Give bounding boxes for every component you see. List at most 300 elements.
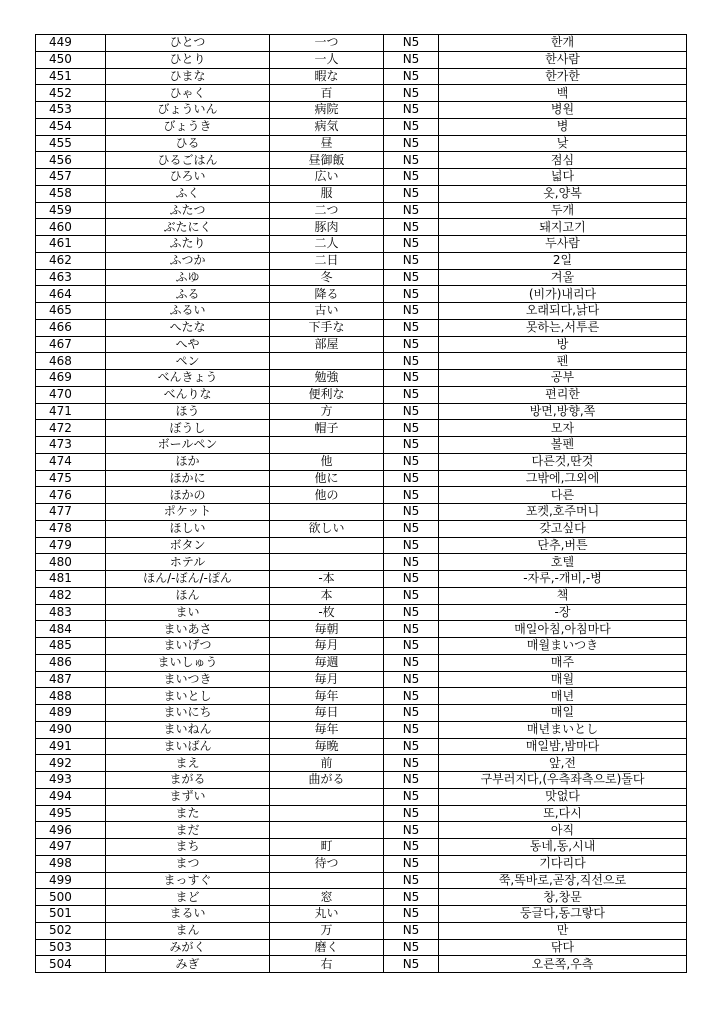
meaning-cell: 넓다 xyxy=(439,169,687,186)
kana-cell: まずい xyxy=(106,788,270,805)
level-cell: N5 xyxy=(384,68,439,85)
level-cell: N5 xyxy=(384,118,439,135)
table-row xyxy=(36,839,687,856)
meaning-cell: 매월まいつき xyxy=(439,638,687,655)
kana-cell: まど xyxy=(106,889,270,906)
meaning-cell: 맛없다 xyxy=(439,788,687,805)
table-row xyxy=(36,185,687,202)
kana-cell: ぼうし xyxy=(106,420,270,437)
kanji-cell: 下手な xyxy=(270,319,384,336)
meaning-cell: 돼지고기 xyxy=(439,219,687,236)
row-number-cell: 497 xyxy=(36,839,106,856)
level-cell: N5 xyxy=(384,437,439,454)
kana-cell: ほう xyxy=(106,403,270,420)
kanji-cell: 一人 xyxy=(270,51,384,68)
row-number-cell: 451 xyxy=(36,68,106,85)
kana-cell: ほん/-ぼん/-ぽん xyxy=(106,571,270,588)
level-cell: N5 xyxy=(384,621,439,638)
kanji-cell: 古い xyxy=(270,303,384,320)
level-cell: N5 xyxy=(384,35,439,52)
row-number-cell: 488 xyxy=(36,688,106,705)
kanji-cell: 広い xyxy=(270,169,384,186)
kanji-cell: 降る xyxy=(270,286,384,303)
table-row xyxy=(36,855,687,872)
kanji-cell: 他に xyxy=(270,470,384,487)
table-row xyxy=(36,219,687,236)
row-number-cell: 468 xyxy=(36,353,106,370)
meaning-cell: 다른 xyxy=(439,487,687,504)
meaning-cell: 못하는,서투른 xyxy=(439,319,687,336)
kana-cell: ふつか xyxy=(106,252,270,269)
row-number-cell: 494 xyxy=(36,788,106,805)
level-cell: N5 xyxy=(384,386,439,403)
kanji-cell: 豚肉 xyxy=(270,219,384,236)
kana-cell: また xyxy=(106,805,270,822)
table-row xyxy=(36,135,687,152)
level-cell: N5 xyxy=(384,671,439,688)
row-number-cell: 476 xyxy=(36,487,106,504)
table-row xyxy=(36,85,687,102)
meaning-cell: -장 xyxy=(439,604,687,621)
meaning-cell: 매일 xyxy=(439,705,687,722)
kana-cell: ほん xyxy=(106,587,270,604)
table-row xyxy=(36,738,687,755)
row-number-cell: 466 xyxy=(36,319,106,336)
level-cell: N5 xyxy=(384,152,439,169)
table-row xyxy=(36,889,687,906)
row-number-cell: 457 xyxy=(36,169,106,186)
row-number-cell: 498 xyxy=(36,855,106,872)
row-number-cell: 478 xyxy=(36,520,106,537)
table-row xyxy=(36,705,687,722)
table-row xyxy=(36,286,687,303)
row-number-cell: 489 xyxy=(36,705,106,722)
meaning-cell: 병 xyxy=(439,118,687,135)
row-number-cell: 471 xyxy=(36,403,106,420)
meaning-cell: 병원 xyxy=(439,102,687,119)
meaning-cell: 2일 xyxy=(439,252,687,269)
table-row xyxy=(36,35,687,52)
table-row xyxy=(36,353,687,370)
table-row xyxy=(36,102,687,119)
kanji-cell: 病気 xyxy=(270,118,384,135)
level-cell: N5 xyxy=(384,169,439,186)
row-number-cell: 502 xyxy=(36,922,106,939)
kana-cell: まだ xyxy=(106,822,270,839)
meaning-cell: (비가)내리다 xyxy=(439,286,687,303)
table-row xyxy=(36,956,687,973)
kanji-cell: 一つ xyxy=(270,35,384,52)
kanji-cell: 方 xyxy=(270,403,384,420)
row-number-cell: 465 xyxy=(36,303,106,320)
meaning-cell: 닦다 xyxy=(439,939,687,956)
meaning-cell: 기다리다 xyxy=(439,855,687,872)
meaning-cell: 다른것,딴것 xyxy=(439,453,687,470)
kana-cell: みぎ xyxy=(106,956,270,973)
kanji-cell: 二人 xyxy=(270,236,384,253)
kanji-cell: 毎日 xyxy=(270,705,384,722)
row-number-cell: 492 xyxy=(36,755,106,772)
kana-cell: まっすぐ xyxy=(106,872,270,889)
meaning-cell: 호텔 xyxy=(439,554,687,571)
meaning-cell: 볼펜 xyxy=(439,437,687,454)
kanji-cell: 服 xyxy=(270,185,384,202)
level-cell: N5 xyxy=(384,889,439,906)
kanji-cell: 曲がる xyxy=(270,772,384,789)
kana-cell: びょういん xyxy=(106,102,270,119)
level-cell: N5 xyxy=(384,470,439,487)
kanji-cell xyxy=(270,822,384,839)
table-row xyxy=(36,303,687,320)
level-cell: N5 xyxy=(384,956,439,973)
kanji-cell xyxy=(270,805,384,822)
row-number-cell: 481 xyxy=(36,571,106,588)
kanji-cell xyxy=(270,353,384,370)
meaning-cell: 공부 xyxy=(439,370,687,387)
row-number-cell: 450 xyxy=(36,51,106,68)
kanji-cell: 本 xyxy=(270,587,384,604)
kana-cell: ふたつ xyxy=(106,202,270,219)
row-number-cell: 480 xyxy=(36,554,106,571)
row-number-cell: 504 xyxy=(36,956,106,973)
table-row xyxy=(36,236,687,253)
kanji-cell xyxy=(270,437,384,454)
level-cell: N5 xyxy=(384,688,439,705)
row-number-cell: 458 xyxy=(36,185,106,202)
level-cell: N5 xyxy=(384,855,439,872)
kana-cell: まえ xyxy=(106,755,270,772)
kanji-cell: 右 xyxy=(270,956,384,973)
row-number-cell: 477 xyxy=(36,504,106,521)
kanji-cell xyxy=(270,788,384,805)
kanji-cell: 欲しい xyxy=(270,520,384,537)
kanji-cell xyxy=(270,554,384,571)
meaning-cell: 매주 xyxy=(439,654,687,671)
kanji-cell: 磨く xyxy=(270,939,384,956)
level-cell: N5 xyxy=(384,102,439,119)
meaning-cell: 한사람 xyxy=(439,51,687,68)
meaning-cell: 백 xyxy=(439,85,687,102)
level-cell: N5 xyxy=(384,604,439,621)
level-cell: N5 xyxy=(384,202,439,219)
table-row xyxy=(36,487,687,504)
kanji-cell: 二日 xyxy=(270,252,384,269)
table-row xyxy=(36,755,687,772)
kana-cell: ひゃく xyxy=(106,85,270,102)
kana-cell: ボールペン xyxy=(106,437,270,454)
kana-cell: まい xyxy=(106,604,270,621)
table-row xyxy=(36,537,687,554)
level-cell: N5 xyxy=(384,906,439,923)
table-row xyxy=(36,169,687,186)
kanji-cell: 毎週 xyxy=(270,654,384,671)
meaning-cell: 포켓,호주머니 xyxy=(439,504,687,521)
kana-cell: まち xyxy=(106,839,270,856)
level-cell: N5 xyxy=(384,185,439,202)
kana-cell: まいとし xyxy=(106,688,270,705)
row-number-cell: 487 xyxy=(36,671,106,688)
kanji-cell: 毎月 xyxy=(270,671,384,688)
kanji-cell: 昼 xyxy=(270,135,384,152)
kanji-cell: 百 xyxy=(270,85,384,102)
kana-cell: まつ xyxy=(106,855,270,872)
kanji-cell xyxy=(270,872,384,889)
table-row xyxy=(36,68,687,85)
level-cell: N5 xyxy=(384,219,439,236)
kana-cell: ボタン xyxy=(106,537,270,554)
row-number-cell: 496 xyxy=(36,822,106,839)
level-cell: N5 xyxy=(384,403,439,420)
row-number-cell: 483 xyxy=(36,604,106,621)
meaning-cell: 창,창문 xyxy=(439,889,687,906)
row-number-cell: 462 xyxy=(36,252,106,269)
kana-cell: ほか xyxy=(106,453,270,470)
meaning-cell: 옷,양복 xyxy=(439,185,687,202)
table-row xyxy=(36,269,687,286)
meaning-cell: 점심 xyxy=(439,152,687,169)
table-row xyxy=(36,822,687,839)
level-cell: N5 xyxy=(384,370,439,387)
kana-cell: ふゆ xyxy=(106,269,270,286)
row-number-cell: 449 xyxy=(36,35,106,52)
table-row xyxy=(36,788,687,805)
meaning-cell: 책 xyxy=(439,587,687,604)
row-number-cell: 460 xyxy=(36,219,106,236)
table-row xyxy=(36,118,687,135)
row-number-cell: 499 xyxy=(36,872,106,889)
kanji-cell: 病院 xyxy=(270,102,384,119)
level-cell: N5 xyxy=(384,537,439,554)
row-number-cell: 469 xyxy=(36,370,106,387)
level-cell: N5 xyxy=(384,420,439,437)
kana-cell: ふるい xyxy=(106,303,270,320)
row-number-cell: 467 xyxy=(36,336,106,353)
table-row xyxy=(36,587,687,604)
table-row xyxy=(36,370,687,387)
table-row xyxy=(36,621,687,638)
kana-cell: ほかに xyxy=(106,470,270,487)
table-row xyxy=(36,604,687,621)
row-number-cell: 454 xyxy=(36,118,106,135)
kanji-cell: 毎晩 xyxy=(270,738,384,755)
kana-cell: ひとつ xyxy=(106,35,270,52)
table-row xyxy=(36,906,687,923)
kanji-cell: 冬 xyxy=(270,269,384,286)
meaning-cell: 동네,동,시내 xyxy=(439,839,687,856)
level-cell: N5 xyxy=(384,269,439,286)
row-number-cell: 459 xyxy=(36,202,106,219)
kana-cell: へたな xyxy=(106,319,270,336)
kanji-cell: 他の xyxy=(270,487,384,504)
kana-cell: ふたり xyxy=(106,236,270,253)
kanji-cell: 窓 xyxy=(270,889,384,906)
level-cell: N5 xyxy=(384,353,439,370)
kanji-cell: 帽子 xyxy=(270,420,384,437)
meaning-cell: 한가한 xyxy=(439,68,687,85)
meaning-cell: 방면,방향,쪽 xyxy=(439,403,687,420)
meaning-cell: 그밖에,그외에 xyxy=(439,470,687,487)
kana-cell: まいげつ xyxy=(106,638,270,655)
kanji-cell: 丸い xyxy=(270,906,384,923)
level-cell: N5 xyxy=(384,336,439,353)
row-number-cell: 503 xyxy=(36,939,106,956)
table-row xyxy=(36,805,687,822)
level-cell: N5 xyxy=(384,822,439,839)
kanji-cell: 暇な xyxy=(270,68,384,85)
kana-cell: へや xyxy=(106,336,270,353)
kana-cell: まん xyxy=(106,922,270,939)
kanji-cell: 勉強 xyxy=(270,370,384,387)
level-cell: N5 xyxy=(384,721,439,738)
table-row xyxy=(36,688,687,705)
table-row xyxy=(36,453,687,470)
level-cell: N5 xyxy=(384,805,439,822)
kanji-cell: 昼御飯 xyxy=(270,152,384,169)
kana-cell: ふる xyxy=(106,286,270,303)
meaning-cell: 한개 xyxy=(439,35,687,52)
level-cell: N5 xyxy=(384,504,439,521)
meaning-cell: 매월 xyxy=(439,671,687,688)
table-row xyxy=(36,420,687,437)
table-row xyxy=(36,671,687,688)
row-number-cell: 473 xyxy=(36,437,106,454)
table-row xyxy=(36,252,687,269)
level-cell: N5 xyxy=(384,571,439,588)
row-number-cell: 493 xyxy=(36,772,106,789)
kana-cell: べんきょう xyxy=(106,370,270,387)
kana-cell: ひろい xyxy=(106,169,270,186)
row-number-cell: 501 xyxy=(36,906,106,923)
row-number-cell: 472 xyxy=(36,420,106,437)
level-cell: N5 xyxy=(384,839,439,856)
row-number-cell: 470 xyxy=(36,386,106,403)
kanji-cell xyxy=(270,504,384,521)
table-row xyxy=(36,152,687,169)
meaning-cell: 겨울 xyxy=(439,269,687,286)
table-row xyxy=(36,872,687,889)
kana-cell: べんりな xyxy=(106,386,270,403)
kanji-cell: 前 xyxy=(270,755,384,772)
table-row xyxy=(36,939,687,956)
level-cell: N5 xyxy=(384,554,439,571)
meaning-cell: 낮 xyxy=(439,135,687,152)
meaning-cell: 아직 xyxy=(439,822,687,839)
kana-cell: まいつき xyxy=(106,671,270,688)
meaning-cell: 또,다시 xyxy=(439,805,687,822)
meaning-cell: 매일밤,밤마다 xyxy=(439,738,687,755)
table-row xyxy=(36,772,687,789)
row-number-cell: 485 xyxy=(36,638,106,655)
kanji-cell: 他 xyxy=(270,453,384,470)
row-number-cell: 455 xyxy=(36,135,106,152)
level-cell: N5 xyxy=(384,520,439,537)
table-row xyxy=(36,319,687,336)
table-row xyxy=(36,654,687,671)
table-row xyxy=(36,336,687,353)
row-number-cell: 482 xyxy=(36,587,106,604)
kana-cell: ほかの xyxy=(106,487,270,504)
kana-cell: ひるごはん xyxy=(106,152,270,169)
kanji-cell: -本 xyxy=(270,571,384,588)
level-cell: N5 xyxy=(384,705,439,722)
kana-cell: ふく xyxy=(106,185,270,202)
kana-cell: ペン xyxy=(106,353,270,370)
level-cell: N5 xyxy=(384,51,439,68)
row-number-cell: 484 xyxy=(36,621,106,638)
level-cell: N5 xyxy=(384,487,439,504)
kanji-cell: 毎朝 xyxy=(270,621,384,638)
table-row xyxy=(36,554,687,571)
row-number-cell: 463 xyxy=(36,269,106,286)
level-cell: N5 xyxy=(384,654,439,671)
meaning-cell: 방 xyxy=(439,336,687,353)
table-row xyxy=(36,721,687,738)
level-cell: N5 xyxy=(384,755,439,772)
table-row xyxy=(36,504,687,521)
kanji-cell: 毎年 xyxy=(270,721,384,738)
meaning-cell: 구부러지다,(우측좌측으로)돌다 xyxy=(439,772,687,789)
meaning-cell: 갖고싶다 xyxy=(439,520,687,537)
level-cell: N5 xyxy=(384,286,439,303)
row-number-cell: 461 xyxy=(36,236,106,253)
level-cell: N5 xyxy=(384,939,439,956)
row-number-cell: 479 xyxy=(36,537,106,554)
level-cell: N5 xyxy=(384,638,439,655)
table-row xyxy=(36,386,687,403)
level-cell: N5 xyxy=(384,772,439,789)
row-number-cell: 491 xyxy=(36,738,106,755)
vocabulary-table-body xyxy=(36,35,687,973)
table-row xyxy=(36,571,687,588)
level-cell: N5 xyxy=(384,738,439,755)
level-cell: N5 xyxy=(384,872,439,889)
level-cell: N5 xyxy=(384,587,439,604)
kana-cell: まいしゅう xyxy=(106,654,270,671)
table-row xyxy=(36,437,687,454)
row-number-cell: 490 xyxy=(36,721,106,738)
kana-cell: びょうき xyxy=(106,118,270,135)
table-row xyxy=(36,51,687,68)
kana-cell: ひとり xyxy=(106,51,270,68)
kana-cell: ひる xyxy=(106,135,270,152)
level-cell: N5 xyxy=(384,303,439,320)
kana-cell: まいねん xyxy=(106,721,270,738)
level-cell: N5 xyxy=(384,135,439,152)
meaning-cell: 펜 xyxy=(439,353,687,370)
meaning-cell: 오래되다,낡다 xyxy=(439,303,687,320)
meaning-cell: 매일아침,아침마다 xyxy=(439,621,687,638)
kana-cell: まがる xyxy=(106,772,270,789)
kana-cell: まいにち xyxy=(106,705,270,722)
kanji-cell: 待つ xyxy=(270,855,384,872)
kanji-cell: 二つ xyxy=(270,202,384,219)
meaning-cell: 두사람 xyxy=(439,236,687,253)
level-cell: N5 xyxy=(384,85,439,102)
kanji-cell: 毎年 xyxy=(270,688,384,705)
table-row xyxy=(36,520,687,537)
vocabulary-table xyxy=(35,34,687,973)
kana-cell: ホテル xyxy=(106,554,270,571)
meaning-cell: 둥글다,동그랗다 xyxy=(439,906,687,923)
kana-cell: まいばん xyxy=(106,738,270,755)
row-number-cell: 456 xyxy=(36,152,106,169)
table-row xyxy=(36,638,687,655)
kanji-cell: 毎月 xyxy=(270,638,384,655)
meaning-cell: 단추,버튼 xyxy=(439,537,687,554)
kana-cell: ひまな xyxy=(106,68,270,85)
kana-cell: みがく xyxy=(106,939,270,956)
row-number-cell: 464 xyxy=(36,286,106,303)
